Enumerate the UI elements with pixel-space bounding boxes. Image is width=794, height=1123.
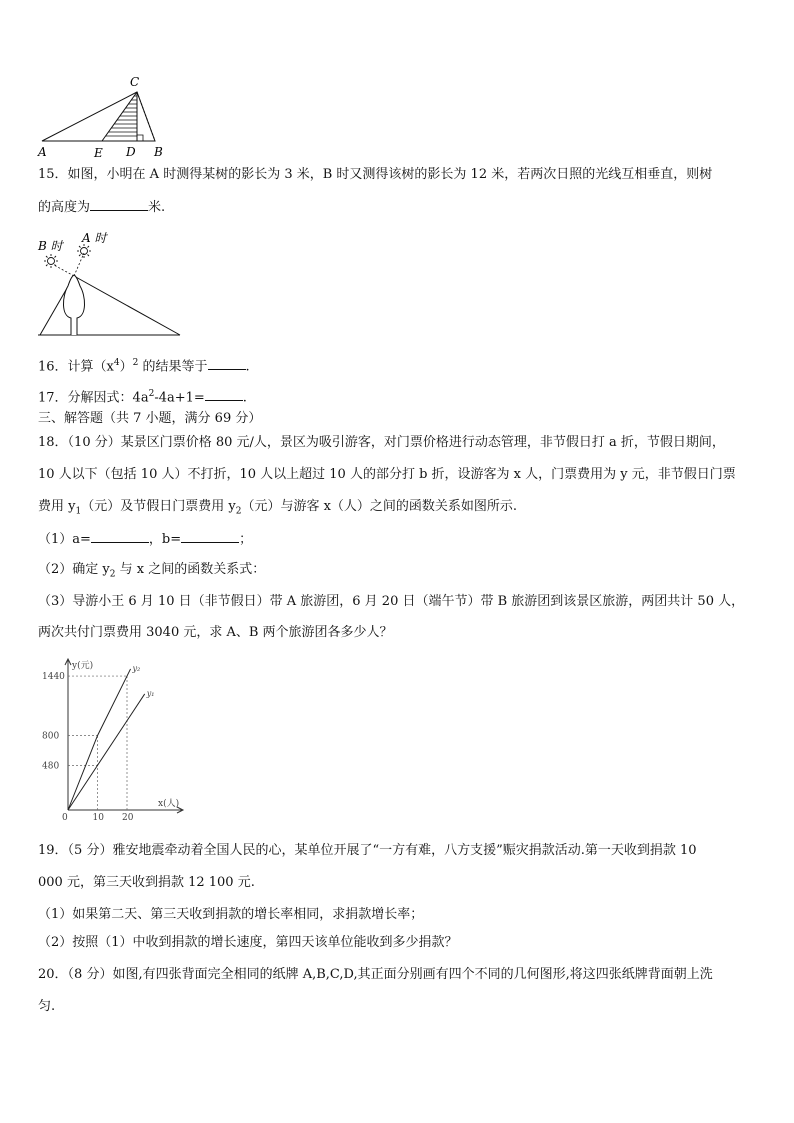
fee-function-chart xyxy=(40,652,190,822)
q16-exp-inner: 4 xyxy=(113,358,120,368)
q18-part2 xyxy=(38,561,265,584)
q18-p1-mid: ，b= xyxy=(148,532,182,547)
q15-line2-post: 米. xyxy=(148,200,166,215)
series-label: y₂ xyxy=(132,663,141,673)
series-line xyxy=(68,694,145,810)
label-b: B xyxy=(154,145,163,159)
q16-mid: ） xyxy=(119,359,133,375)
q18-p2-a: （2）确定 y xyxy=(38,562,110,577)
q17-answer-blank[interactable] xyxy=(205,388,243,401)
q15-answer-blank[interactable] xyxy=(90,198,148,211)
q20-line1: 20．（8 分）如图,有四张背面完全相同的纸牌 A,B,C,D,其正面分别画有四个不同的几何图形,将这四张纸牌背面朝上洗 xyxy=(38,967,713,982)
tree-shadow-figure xyxy=(34,228,194,343)
q17-pre: 17．分解因式：4a xyxy=(38,390,149,406)
q20-line2: 匀. xyxy=(38,999,56,1014)
q17-post: -4a+1= xyxy=(154,390,205,406)
q18-p2-b: 与 x 之间的函数关系式： xyxy=(115,562,266,577)
q17-exp: 2 xyxy=(148,389,155,399)
q17-line xyxy=(38,385,247,407)
q18-sub1: 1 xyxy=(75,506,82,517)
q18-line3 xyxy=(38,498,517,521)
y-tick-label: 1440 xyxy=(42,672,65,683)
q16-pre: 16．计算（x xyxy=(38,359,114,375)
q18-line3-a: 费用 y xyxy=(38,499,76,514)
q16-answer-blank[interactable] xyxy=(208,357,246,370)
triangle-outline xyxy=(42,92,155,141)
q16-end: . xyxy=(245,359,250,375)
q19-part1: （1）如果第二天、第三天收到捐款的增长率相同，求捐款增长率； xyxy=(38,907,424,922)
label-d: D xyxy=(126,145,136,159)
x-axis-label: x(人) xyxy=(158,799,180,809)
q16-line xyxy=(38,354,250,376)
series-line xyxy=(68,669,131,810)
q18-p1-pre: （1）a= xyxy=(38,532,91,547)
y-axis-label: y(元) xyxy=(72,661,94,671)
q16-post: 的结果等于 xyxy=(138,359,208,375)
y-tick-label: 480 xyxy=(42,761,60,772)
q15-line2 xyxy=(38,198,165,217)
tree-icon xyxy=(63,275,84,335)
q19-line2: 000 元，第三天收到捐款 12 100 元. xyxy=(38,875,255,890)
section3-title: 三、解答题（共 7 小题，满分 69 分） xyxy=(38,411,262,426)
q18-line1: 18．（10 分）某景区门票价格 80 元/人，景区为吸引游客，对门票价格进行动态管理，非节假日打 a 折，节假日期间， xyxy=(38,435,725,450)
origin-label: 0 xyxy=(62,813,68,822)
q18-line3-c: （元）与游客 x（人）之间的函数关系如图所示. xyxy=(241,499,518,514)
label-e: E xyxy=(94,146,103,160)
triangle-figure xyxy=(30,72,230,162)
x-tick-label: 10 xyxy=(92,813,104,822)
q19-part2: （2）按照（1）中收到捐款的增长速度，第四天该单位能收到多少捐款？ xyxy=(38,935,458,950)
q18-part3-line2: 两次共付门票费用 3040 元，求 A、B 两个旅游团各多少人？ xyxy=(38,625,393,640)
q15-line1: 15．如图，小明在 A 时测得某树的影长为 3 米，B 时又测得该树的影长为 12 米，若两次日照的光线互相垂直，则树 xyxy=(38,167,713,182)
q18-sub2: 2 xyxy=(235,506,242,517)
sun-icon xyxy=(77,244,91,258)
q18-p2-sub: 2 xyxy=(109,569,116,580)
q17-end: . xyxy=(242,390,247,406)
q16-exp-outer: 2 xyxy=(132,358,139,368)
q18-line2: 10 人以下（包括 10 人）不打折，10 人以上超过 10 人的部分打 b 折，设游客为 x 人，门票费用为 y 元，非节假日门票 xyxy=(38,467,736,482)
x-tick-label: 20 xyxy=(122,813,134,822)
series-label: y₁ xyxy=(146,688,155,698)
label-a-time: A 时 xyxy=(82,231,107,245)
q18-p1-end: ； xyxy=(239,532,253,547)
label-a: A xyxy=(38,145,47,159)
q18-line3-b: （元）及节假日门票费用 y xyxy=(81,499,236,514)
label-b-time: B 时 xyxy=(38,239,63,253)
q18-part1 xyxy=(38,530,252,549)
q18-a-blank[interactable] xyxy=(91,530,149,543)
y-tick-label: 800 xyxy=(42,731,60,742)
q18-part3-line1: （3）导游小王 6 月 10 日（非节假日）带 A 旅游团，6 月 20 日（端午节）带 B 旅游团到该景区旅游，两团共计 50 人， xyxy=(38,594,745,609)
q18-b-blank[interactable] xyxy=(181,530,239,543)
label-c: C xyxy=(130,75,140,89)
q15-line2-pre: 的高度为 xyxy=(38,200,91,215)
q19-line1: 19．（5 分）雅安地震牵动着全国人民的心，某单位开展了“一方有难，八方支援”赈灾捐款活动.第一天收到捐款 10 xyxy=(38,843,697,858)
